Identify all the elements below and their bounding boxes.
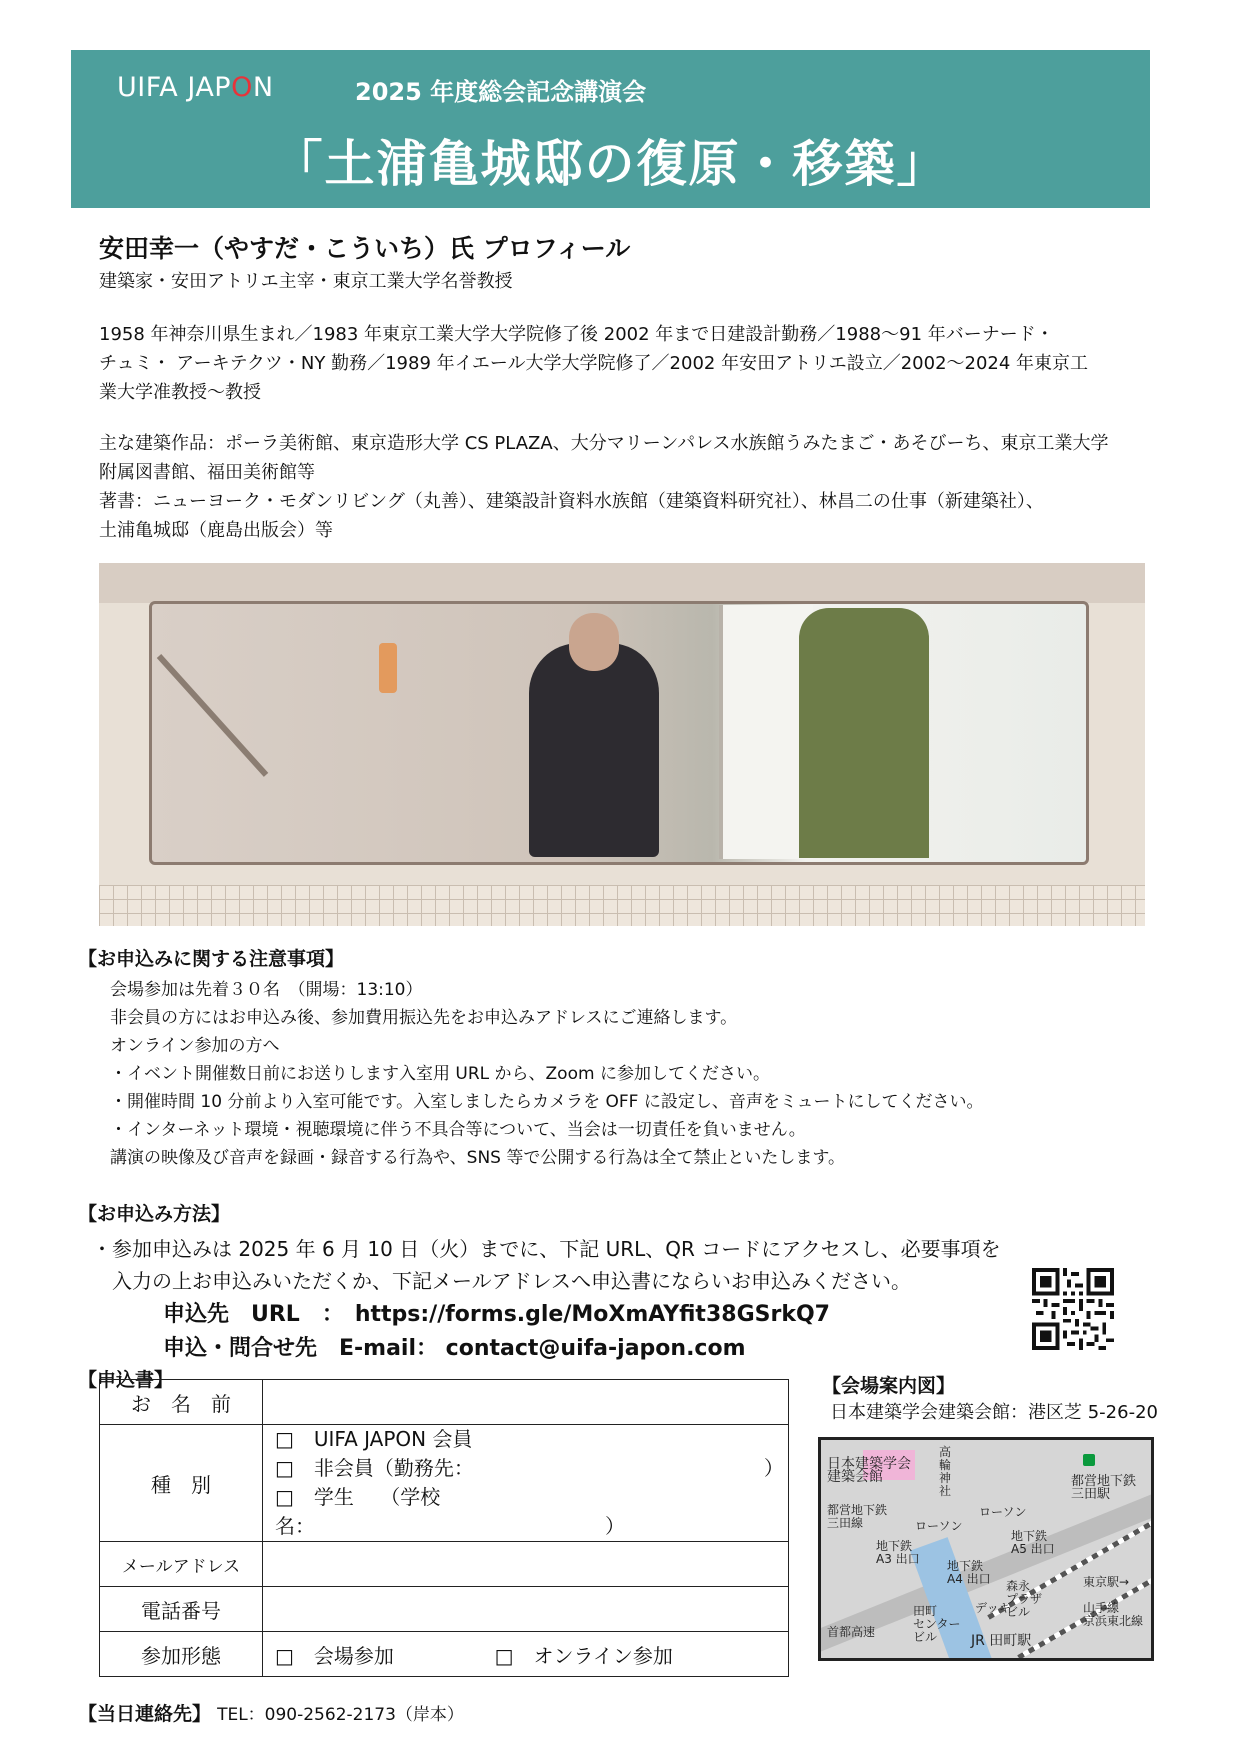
qr-code[interactable] bbox=[1032, 1268, 1114, 1350]
venue-map bbox=[818, 1437, 1154, 1661]
note-line: ・インターネット環境・視聴環境に伴う不具合等について、当会は一切責任を負いません。 bbox=[110, 1120, 806, 1140]
map-label-hall: 日本建築学会 建築会館 bbox=[827, 1456, 911, 1485]
participation-label: 参加形態 bbox=[100, 1632, 263, 1677]
map-label-jr-dir: 東京駅→ bbox=[1083, 1575, 1130, 1589]
venue-address: 日本建築学会建築会館：港区芝 5-26-20 bbox=[830, 1402, 1158, 1423]
map-label-jr-station: JR 田町駅 bbox=[971, 1633, 1032, 1649]
map-label-shrine: 高 輪 神 社 bbox=[939, 1445, 952, 1498]
name-label: お 名 前 bbox=[100, 1380, 263, 1425]
note-line: 講演の映像及び音声を録画・録音する行為や、SNS 等で公開する行為は全て禁止といたします。 bbox=[110, 1148, 846, 1168]
photo-tiles bbox=[99, 885, 1145, 926]
email-field[interactable] bbox=[263, 1542, 789, 1587]
participation-online[interactable]: □ オンライン参加 bbox=[494, 1643, 673, 1668]
map-label-a3: 地下鉄 A3 出口 bbox=[876, 1539, 920, 1566]
photo-ceiling bbox=[99, 563, 1145, 603]
application-form bbox=[99, 1379, 789, 1677]
note-line: ・イベント開催数日前にお送りします入室用 URL から、Zoom に参加してください。 bbox=[110, 1064, 770, 1084]
apply-email[interactable]: 申込・問合せ先 E-mail： contact@uifa-japon.com bbox=[163, 1336, 746, 1361]
participation-venue[interactable]: □ 会場参加 bbox=[275, 1643, 394, 1668]
works-line: 著書：ニューヨーク・モダンリビング（丸善）、建築設計資料水族館（建築資料研究社）、林昌二の仕事（新建築社）、 bbox=[99, 491, 1044, 512]
type-label: 種 別 bbox=[100, 1425, 263, 1542]
contact-info bbox=[78, 1699, 464, 1726]
participation-options bbox=[263, 1632, 789, 1677]
event-name: 2025 年度総会記念講演会 bbox=[355, 78, 647, 106]
profile-works bbox=[99, 429, 1159, 545]
apply-url[interactable]: 申込先 URL ： https://forms.gle/MoXmAYfit38GSrkQ7 bbox=[163, 1302, 830, 1327]
method-heading: 【お申込み方法】 bbox=[78, 1203, 231, 1225]
photo-person-head bbox=[569, 613, 619, 671]
photo-lamp bbox=[379, 643, 397, 693]
map-label-lawson2: ローソン bbox=[979, 1505, 1027, 1519]
speaker-photo bbox=[99, 563, 1145, 926]
works-line: 主な建築作品：ポーラ美術館、東京造形大学 CS PLAZA、大分マリーンパレス水族館うみたまご・あそびーち、東京工業大学 bbox=[99, 433, 1109, 454]
profile-subtitle: 建築家・安田アトリエ主宰・東京工業大学名誉教授 bbox=[99, 271, 513, 292]
name-field[interactable] bbox=[263, 1380, 789, 1425]
map-label-toei-station: 都営地下鉄 三田駅 bbox=[1071, 1474, 1137, 1502]
photo-cactus bbox=[799, 608, 929, 858]
map-label-deck: デッキ bbox=[975, 1601, 1011, 1615]
bio-line: 業大学准教授～教授 bbox=[99, 382, 261, 403]
note-line: 非会員の方にはお申込み後、参加費用振込先をお申込みアドレスにご連絡します。 bbox=[110, 1008, 738, 1028]
works-line: 附属図書館、福田美術館等 bbox=[99, 462, 315, 483]
bio-line: チュミ・ アーキテクツ・NY 勤務／1989 年イエール大学大学院修了／2002 年安田アトリエ設立／2002～2024 年東京工 bbox=[99, 353, 1089, 374]
map-label-a5: 地下鉄 A5 出口 bbox=[1011, 1529, 1055, 1556]
contact-heading: 【当日連絡先】 bbox=[78, 1703, 212, 1725]
profile-heading: 安田幸一（やすだ・こういち）氏 プロフィール bbox=[99, 234, 631, 263]
method-text bbox=[92, 1233, 1001, 1297]
photo-person bbox=[529, 643, 659, 857]
type-option-nonmember[interactable]: □ 非会員（勤務先： ） bbox=[275, 1456, 784, 1480]
type-options bbox=[263, 1425, 789, 1542]
notes-list bbox=[110, 976, 983, 1172]
uifa-japon-logo bbox=[117, 72, 274, 103]
logo-text: UIFA JAP bbox=[117, 72, 232, 103]
map-label-tamachi: 田町 センター ビル bbox=[913, 1604, 961, 1644]
map-label-a4: 地下鉄 A4 出口 bbox=[947, 1559, 991, 1586]
station-icon bbox=[1083, 1454, 1095, 1466]
map-label-toei: 都営地下鉄 三田線 bbox=[827, 1503, 888, 1530]
bio-line: 1958 年神奈川県生まれ／1983 年東京工業大学大学院修了後 2002 年まで日建設計勤務／1988～91 年バーナード・ bbox=[99, 324, 1054, 345]
method-line: 入力の上お申込みいただくか、下記メールアドレスへ申込書にならいお申込みください。 bbox=[92, 1269, 911, 1293]
profile-bio bbox=[99, 320, 1159, 407]
phone-field[interactable] bbox=[263, 1587, 789, 1632]
type-option-student[interactable]: □ 学生 （学校名： ） bbox=[275, 1485, 625, 1538]
header-banner bbox=[71, 50, 1150, 208]
form-heading: 【申込書】 bbox=[78, 1369, 174, 1391]
notes-heading: 【お申込みに関する注意事項】 bbox=[78, 948, 345, 970]
map-label-jr-lines: 山手線 京浜東北線 bbox=[1083, 1601, 1144, 1628]
page-title: 「土浦亀城邸の復原・移築」 bbox=[272, 135, 949, 193]
logo-o: O bbox=[231, 72, 253, 103]
contact-tel: TEL：090-2562-2173（岸本） bbox=[217, 1705, 464, 1725]
type-option-member[interactable]: □ UIFA JAPON 会員 bbox=[275, 1427, 473, 1451]
email-label: メールアドレス bbox=[100, 1542, 263, 1587]
map-label-lawson1: ローソン bbox=[915, 1519, 963, 1533]
works-line: 土浦亀城邸（鹿島出版会）等 bbox=[99, 520, 333, 541]
logo-text-end: N bbox=[252, 72, 274, 103]
map-heading: 【会場案内図】 bbox=[822, 1375, 956, 1397]
note-line: ・開催時間 10 分前より入室可能です。入室しましたらカメラを OFF に設定し、音声をミュートにしてください。 bbox=[110, 1092, 984, 1112]
map-label-plaza: 森永 プラザ ビル bbox=[1006, 1579, 1043, 1619]
note-line: オンライン参加の方へ bbox=[110, 1036, 280, 1056]
method-line: ・参加申込みは 2025 年 6 月 10 日（火）までに、下記 URL、QR コードにアクセスし、必要事項を bbox=[92, 1237, 1001, 1261]
note-line: 会場参加は先着３０名 （開場：13:10） bbox=[110, 980, 423, 1000]
map-label-highway: 首都高速 bbox=[827, 1625, 876, 1639]
phone-label: 電話番号 bbox=[100, 1587, 263, 1632]
